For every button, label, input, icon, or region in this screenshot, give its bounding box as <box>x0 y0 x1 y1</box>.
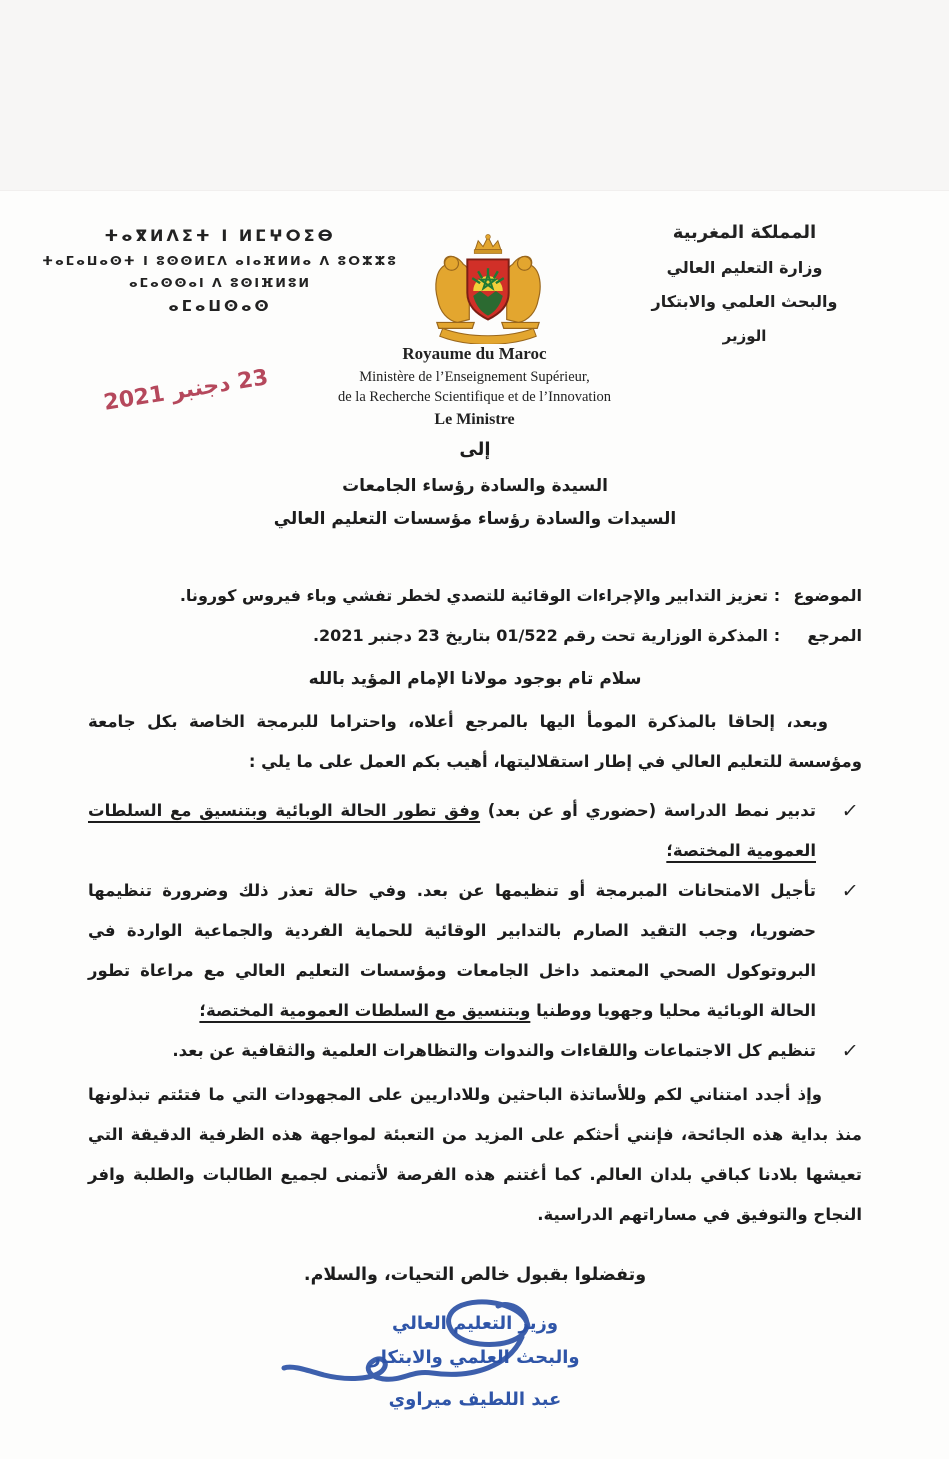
check-icon: ✓ <box>840 1040 860 1062</box>
closing-paragraph: وإذ أجدد امتناني لكم وللأساتذة الباحثين وللاداريين على المجهودات التي ما فتئتم تبذلونها منذ بداية هذه الجائحة، فإنني أحثكم على المزيد من التعبئة لمواجهة هذه الظرفية الدقيقة التي تعيشها بلادنا كباقي بلدان العالم. كما أغتنم هذه الفرصة لأتمنى لجميع الطالبات والطلبة وافر النجاح والتوفيق في مساراتهم الدراسية. <box>88 1085 862 1224</box>
signature-name: عبد اللطيف ميراوي <box>388 1389 562 1410</box>
tifinagh-ministry-line-1: ⵜⴰⵎⴰⵡⴰⵙⵜ ⵏ ⵓⵙⵙⵍⵎⴷ ⴰⵏⴰⴼⵍⵍⴰ ⴷ ⵓⵔⵣⵣⵓ <box>42 253 398 268</box>
bullet-emphasis: وبتنسيق مع السلطات العمومية المختصة؛ <box>199 1001 531 1020</box>
arabic-kingdom-line: المملكة المغربية <box>672 222 817 243</box>
coat-of-arms-icon <box>424 232 552 344</box>
check-icon: ✓ <box>840 800 860 822</box>
arabic-ministry-line-2: والبحث العلمي والابتكار <box>651 292 838 311</box>
reference-separator: : <box>773 626 781 645</box>
french-minister-line: Le Ministre <box>434 411 515 428</box>
list-item <box>88 1031 862 1071</box>
bullet-text: تأجيل الامتحانات المبرمجة أو تنظيمها عن بعد. وفي حالة تعذر ذلك وضرورة تنظيمها حضوريا، وجب التقيد الصارم بالتدابير الوقائية للحماية الفردية والجماعية الواردة في البروتوكول الصحي المعتمد داخل الجامعات ومؤسسات التعليم العالي مع مراعاة تطور الحالة الوبائية محليا وجهويا ووطنيا <box>88 881 816 1020</box>
list-item <box>88 871 862 1031</box>
arabic-minister-line: الوزير <box>722 327 767 345</box>
bullet-text: تدبير نمط الدراسة (حضوري أو عن بعد) <box>480 801 816 820</box>
arabic-ministry-line-1: وزارة التعليم العالي <box>666 258 823 277</box>
shield-icon <box>467 259 508 319</box>
signature-block <box>88 1307 862 1417</box>
letter-body <box>88 438 862 1417</box>
addressees <box>88 470 862 536</box>
subject-separator: : <box>773 586 781 605</box>
subject-text: تعزيز التدابير والإجراءات الوقائية للتصدي لخطر تفشي وباء فيروس كورونا. <box>179 586 768 605</box>
signature-title-line-1: وزير التعليم العالي <box>391 1313 559 1334</box>
scan-top-margin <box>0 0 949 191</box>
check-icon: ✓ <box>840 880 860 902</box>
addressee-institutions: السيدات والسادة رؤساء مؤسسات التعليم العالي <box>273 509 677 529</box>
directives-list <box>88 791 862 1071</box>
tifinagh-ministry-line-2: ⴰⵎⴰⵙⵙⴰⵏ ⴷ ⵓⵙⵏⴼⵍⵓⵍ <box>128 275 312 290</box>
tifinagh-minister-line: ⴰⵎⴰⵡⵙⴰⵙ <box>168 297 272 315</box>
salutation: سلام تام بوجود مولانا الإمام المؤيد بالله <box>308 669 642 689</box>
addressee-universities: السيدة والسادة رؤساء الجامعات <box>342 476 608 496</box>
list-item <box>88 791 862 871</box>
farewell-line: وتفضلوا بقبول خالص التحيات، والسلام. <box>303 1265 647 1285</box>
subject-row <box>88 576 862 616</box>
tifinagh-kingdom-line: ⵜⴰⴳⵍⴷⵉⵜ ⵏ ⵍⵎⵖⵔⵉⴱ <box>104 226 336 245</box>
signature-title-line-2: والبحث العلمي والابتكار <box>370 1347 580 1368</box>
french-ministry-line-1: Ministère de l’Enseignement Supérieur, <box>359 369 590 385</box>
date-stamp: 23 دجنبر 2021 <box>102 365 270 416</box>
letterhead-tifinagh <box>36 226 404 315</box>
french-ministry-line-2: de la Recherche Scientifique et de l’Innovation <box>338 389 611 405</box>
reference-text: المذكرة الوزارية تحت رقم 01/522 بتاريخ 23 دجنبر 2021. <box>312 626 768 645</box>
reference-label: المرجع <box>807 626 862 645</box>
bullet-emphasis: وفق تطور الحالة الوبائية وبتنسيق مع السلطات العمومية المختصة؛ <box>88 801 816 860</box>
to-label: إلى <box>459 439 491 460</box>
intro-paragraph: وبعد، إلحاقا بالمذكرة المومأ اليها بالمرجع أعلاه، واحتراما للبرمجة الخاصة بكل جامعة ومؤسسة للتعليم العالي في إطار استقلاليتها، أهيب بكم العمل على ما يلي : <box>88 712 862 771</box>
subject-reference-block <box>88 576 862 656</box>
crown-icon <box>474 234 502 253</box>
reference-row <box>88 616 862 656</box>
bullet-text: تنظيم كل الاجتماعات واللقاءات والندوات والتظاهرات العلمية والثقافية عن بعد. <box>172 1041 816 1060</box>
letterhead-arabic <box>622 222 867 345</box>
subject-label: الموضوع <box>793 586 862 605</box>
ribbon-icon <box>440 328 536 344</box>
french-kingdom-line: Royaume du Maroc <box>402 344 547 363</box>
